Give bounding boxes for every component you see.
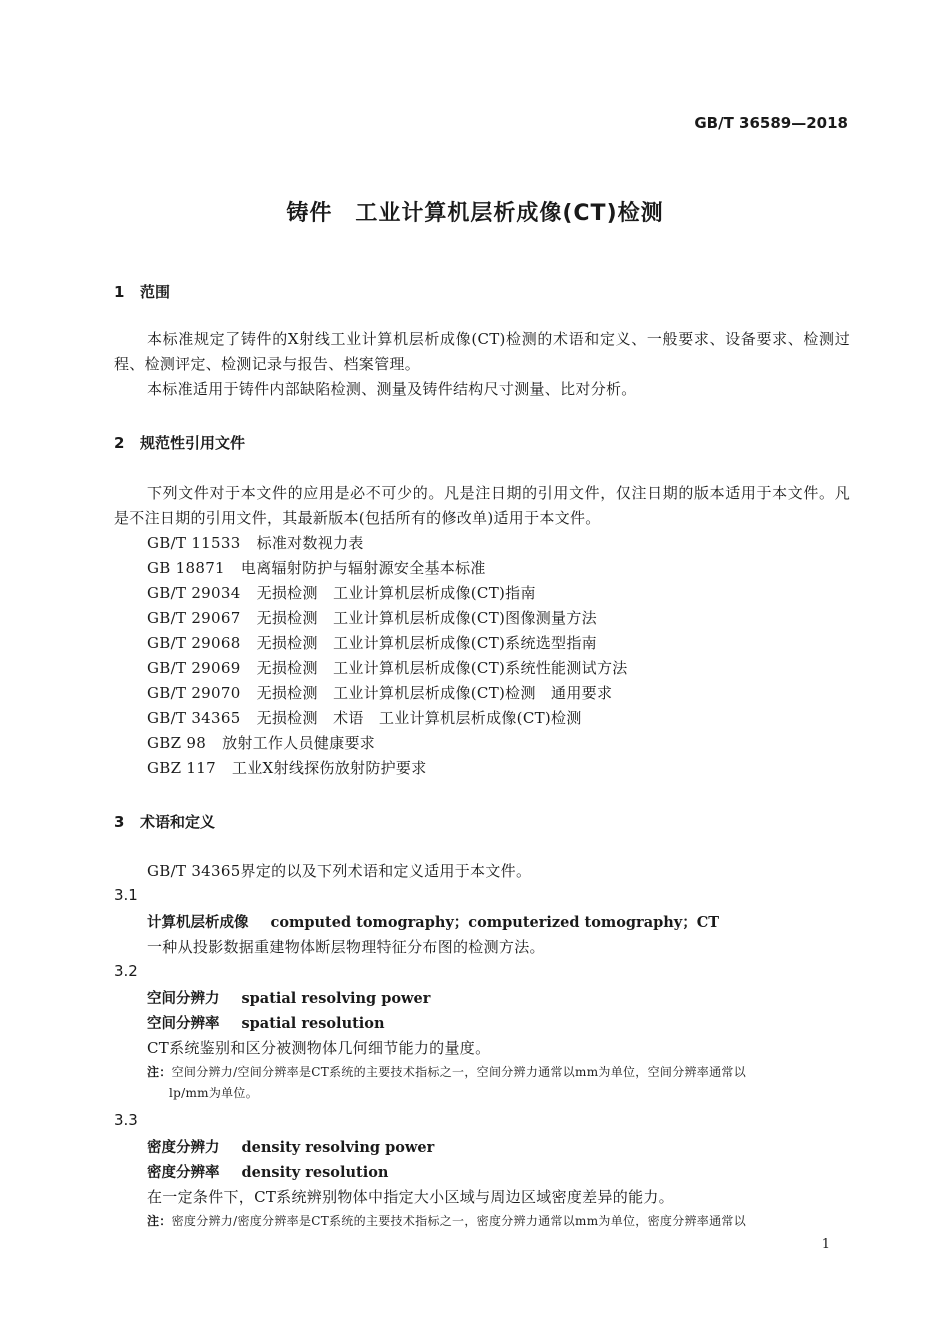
reference-item bbox=[147, 707, 582, 728]
reference-code: GBZ 117 bbox=[147, 759, 216, 777]
term-name-zh: 空间分辨力 bbox=[147, 991, 220, 1007]
reference-item bbox=[147, 557, 486, 578]
reference-item bbox=[147, 607, 597, 628]
document-title: 铸件 工业计算机层析成像(CT)检测 bbox=[286, 201, 664, 226]
reference-item bbox=[147, 757, 427, 778]
reference-title: 标准对数视力表 bbox=[256, 534, 364, 552]
section-heading-scope bbox=[114, 281, 170, 302]
reference-code: GB 18871 bbox=[147, 559, 225, 577]
section-number: 3 bbox=[114, 813, 125, 831]
term-name-zh: 密度分辨率 bbox=[147, 1165, 220, 1181]
term-name-zh: 密度分辨力 bbox=[147, 1140, 220, 1156]
term-name-en: spatial resolution bbox=[241, 1015, 385, 1032]
standard-code: GB/T 36589—2018 bbox=[694, 114, 848, 132]
reference-code: GB/T 29034 bbox=[147, 584, 241, 602]
note-text: 密度分辨力/密度分辨率是CT系统的主要技术指标之一，密度分辨力通常以mm为单位，密度分辨率通常以 bbox=[171, 1214, 746, 1228]
term-name bbox=[147, 1161, 388, 1182]
term-name-en: spatial resolving power bbox=[241, 990, 431, 1007]
reference-title: 无损检测 工业计算机层析成像(CT)系统选型指南 bbox=[256, 634, 597, 652]
term-definition: 在一定条件下，CT系统辨别物体中指定大小区域与周边区域密度差异的能力。 bbox=[147, 1188, 674, 1206]
section-title: 规范性引用文件 bbox=[140, 434, 246, 452]
reference-title: 无损检测 工业计算机层析成像(CT)检测 通用要求 bbox=[256, 684, 613, 702]
note-text-continued: lp/mm为单位。 bbox=[169, 1086, 259, 1100]
reference-item bbox=[147, 532, 364, 553]
reference-item bbox=[147, 632, 597, 653]
term-number: 3.2 bbox=[114, 962, 138, 980]
refs-intro-paragraph: 下列文件对于本文件的应用是必不可少的。凡是注日期的引用文件，仅注日期的版本适用于本文件。凡是不注日期的引用文件，其最新版本(包括所有的修改单)适用于本文件。 bbox=[114, 484, 850, 527]
term-note bbox=[147, 1062, 850, 1104]
reference-code: GB/T 11533 bbox=[147, 534, 241, 552]
reference-code: GB/T 34365 bbox=[147, 709, 241, 727]
terms-intro-paragraph: GB/T 34365界定的以及下列术语和定义适用于本文件。 bbox=[147, 862, 532, 880]
reference-item bbox=[147, 582, 536, 603]
section-heading-terms bbox=[114, 811, 215, 832]
term-definition: 一种从投影数据重建物体断层物理特征分布图的检测方法。 bbox=[147, 938, 545, 956]
section-title: 术语和定义 bbox=[140, 813, 216, 831]
section-heading-normative-refs bbox=[114, 432, 245, 453]
reference-title: 无损检测 工业计算机层析成像(CT)指南 bbox=[256, 584, 536, 602]
term-name bbox=[147, 911, 719, 932]
term-note bbox=[147, 1211, 850, 1232]
term-number: 3.1 bbox=[114, 886, 138, 904]
term-name-en: density resolution bbox=[241, 1164, 389, 1181]
reference-code: GB/T 29068 bbox=[147, 634, 241, 652]
page-number: 1 bbox=[821, 1237, 830, 1252]
term-number: 3.3 bbox=[114, 1111, 138, 1129]
reference-code: GB/T 29067 bbox=[147, 609, 241, 627]
term-name bbox=[147, 987, 430, 1008]
reference-title: 无损检测 工业计算机层析成像(CT)系统性能测试方法 bbox=[256, 659, 628, 677]
reference-title: 无损检测 工业计算机层析成像(CT)图像测量方法 bbox=[256, 609, 597, 627]
note-label: 注： bbox=[147, 1214, 172, 1228]
scope-paragraph-1: 本标准规定了铸件的X射线工业计算机层析成像(CT)检测的术语和定义、一般要求、设备要求、检测过程、检测评定、检测记录与报告、档案管理。 bbox=[114, 330, 850, 373]
reference-title: 无损检测 术语 工业计算机层析成像(CT)检测 bbox=[256, 709, 582, 727]
term-name-en: density resolving power bbox=[241, 1139, 435, 1156]
reference-title: 放射工作人员健康要求 bbox=[222, 734, 376, 752]
note-text: 空间分辨力/空间分辨率是CT系统的主要技术指标之一，空间分辨力通常以mm为单位，空间分辨率通常以 bbox=[171, 1065, 746, 1079]
reference-item bbox=[147, 732, 375, 753]
reference-title: 工业X射线探伤放射防护要求 bbox=[231, 759, 427, 777]
section-number: 2 bbox=[114, 434, 125, 452]
scope-paragraph-2: 本标准适用于铸件内部缺陷检测、测量及铸件结构尺寸测量、比对分析。 bbox=[147, 380, 637, 398]
reference-item bbox=[147, 682, 612, 703]
reference-code: GB/T 29070 bbox=[147, 684, 241, 702]
term-name bbox=[147, 1136, 434, 1157]
reference-code: GB/T 29069 bbox=[147, 659, 241, 677]
section-number: 1 bbox=[114, 283, 125, 301]
term-name-zh: 空间分辨率 bbox=[147, 1016, 220, 1032]
reference-item bbox=[147, 657, 628, 678]
term-name-zh: 计算机层析成像 bbox=[147, 915, 249, 931]
reference-code: GBZ 98 bbox=[147, 734, 207, 752]
term-definition: CT系统鉴别和区分被测物体几何细节能力的量度。 bbox=[147, 1039, 491, 1057]
section-title: 范围 bbox=[140, 283, 171, 301]
note-label: 注： bbox=[147, 1065, 172, 1079]
reference-title: 电离辐射防护与辐射源安全基本标准 bbox=[240, 559, 486, 577]
term-name bbox=[147, 1012, 385, 1033]
term-name-en: computed tomography；computerized tomography；CT bbox=[270, 914, 720, 931]
